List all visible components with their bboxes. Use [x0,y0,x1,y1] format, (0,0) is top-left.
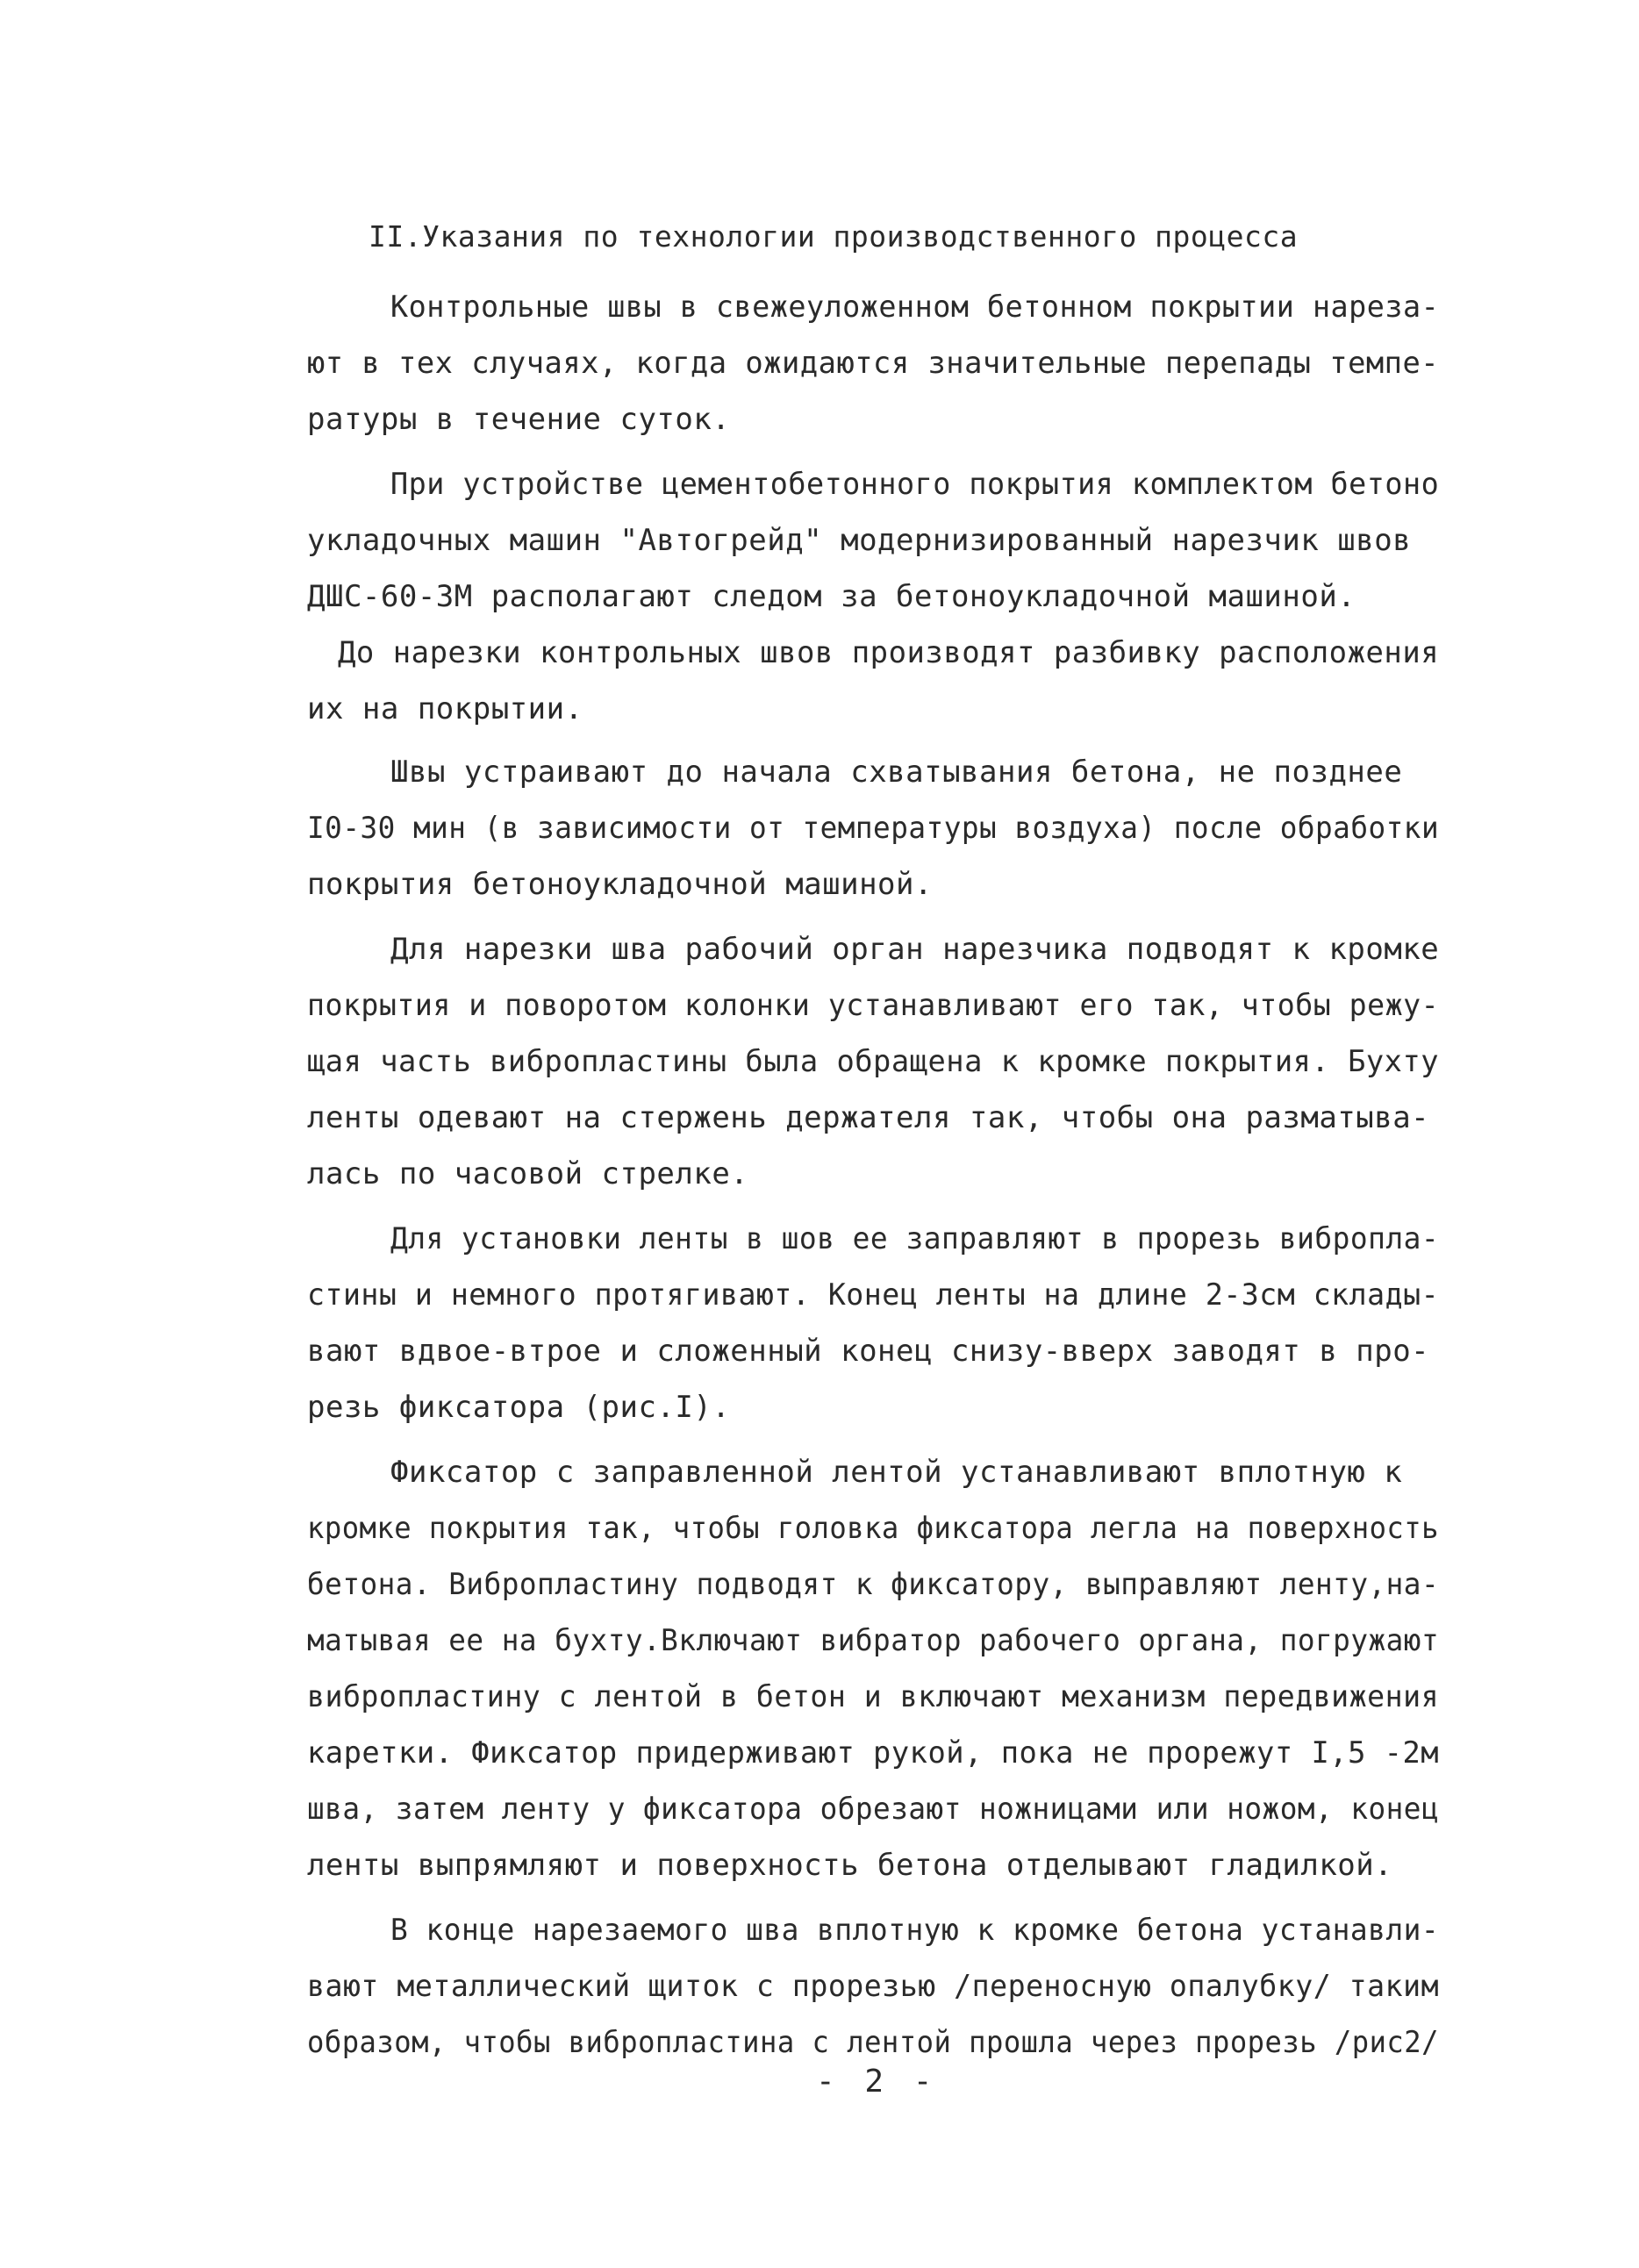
text-line: щая часть вибропластины была обращена к кромке покрытия. Бухту [307,1044,1440,1079]
text-line: лась по часовой стрелке. [307,1156,749,1191]
text-line: образом, чтобы вибропластина с лентой прошла через прорезь /рис2/ [307,2025,1439,2060]
text-line: вибропластину с лентой в бетон и включают механизм передвижения [307,1679,1440,1714]
text-line: резь фиксатора (рис.I). [307,1390,731,1425]
text-line: До нарезки контрольных швов производят разбивку расположения [338,635,1440,670]
text-line: матывая ее на бухту.Включают вибратор рабочего органа, погружают [307,1623,1440,1658]
text-line: ленты выпрямляют и поверхность бетона отделывают гладилкой. [307,1848,1393,1883]
text-line: их на покрытии. [307,691,583,726]
text-line: ДШС-60-3М располагают следом за бетоноукладочной машиной. [307,579,1356,614]
text-line: Швы устраивают до начала схватывания бетона, не позднее [390,755,1403,790]
page-number: - 2 - [816,2064,938,2100]
text-line: кромке покрытия так, чтобы головка фиксатора легла на поверхность [307,1511,1439,1546]
text-line: укладочных машин "Автогрейд" модернизированный нарезчик швов [307,523,1412,558]
text-line: В конце нарезаемого шва вплотную к кромке бетона устанавли- [390,1913,1440,1948]
text-line: Фиксатор с заправленной лентой устанавливают вплотную к [390,1455,1403,1490]
text-line: ют в тех случаях, когда ожидаются значительные перепады темпе- [307,346,1440,381]
text-line: покрытия и поворотом колонки устанавливают его так, чтобы режу- [307,988,1440,1023]
text-line: стины и немного протягивают. Конец ленты на длине 2-3см склады- [307,1277,1440,1313]
text-line: Для нарезки шва рабочий орган нарезчика подводят к кромке [390,932,1440,967]
text-line: Для установки ленты в шов ее заправляют в прорезь вибропла- [390,1221,1440,1256]
text-line: При устройстве цементобетонного покрытия комплектом бетоно [390,467,1440,502]
text-line: каретки. Фиксатор придерживают рукой, пока не прорежут I,5 -2м [307,1735,1440,1771]
text-line: вают вдвое-втрое и сложенный конец снизу-вверх заводят в про- [307,1334,1430,1369]
text-line: I0-30 мин (в зависимости от температуры воздуха) после обработки [307,811,1440,846]
text-line: ратуры в течение суток. [307,402,731,437]
text-line: покрытия бетоноукладочной машиной. [307,867,933,902]
text-line: бетона. Вибропластину подводят к фиксатору, выправляют ленту,на- [307,1567,1440,1602]
text-line: Контрольные швы в свежеуложенном бетонном покрытии нареза- [390,290,1440,325]
text-line: ленты одевают на стержень держателя так, чтобы она разматыва- [307,1100,1430,1135]
text-line: вают металлический щиток с прорезью /переносную опалубку/ таким [307,1969,1440,2004]
text-line: шва, затем ленту у фиксатора обрезают ножницами или ножом, конец [307,1792,1440,1827]
section-heading: II.Указания по технологии производственного процесса [369,219,1299,254]
